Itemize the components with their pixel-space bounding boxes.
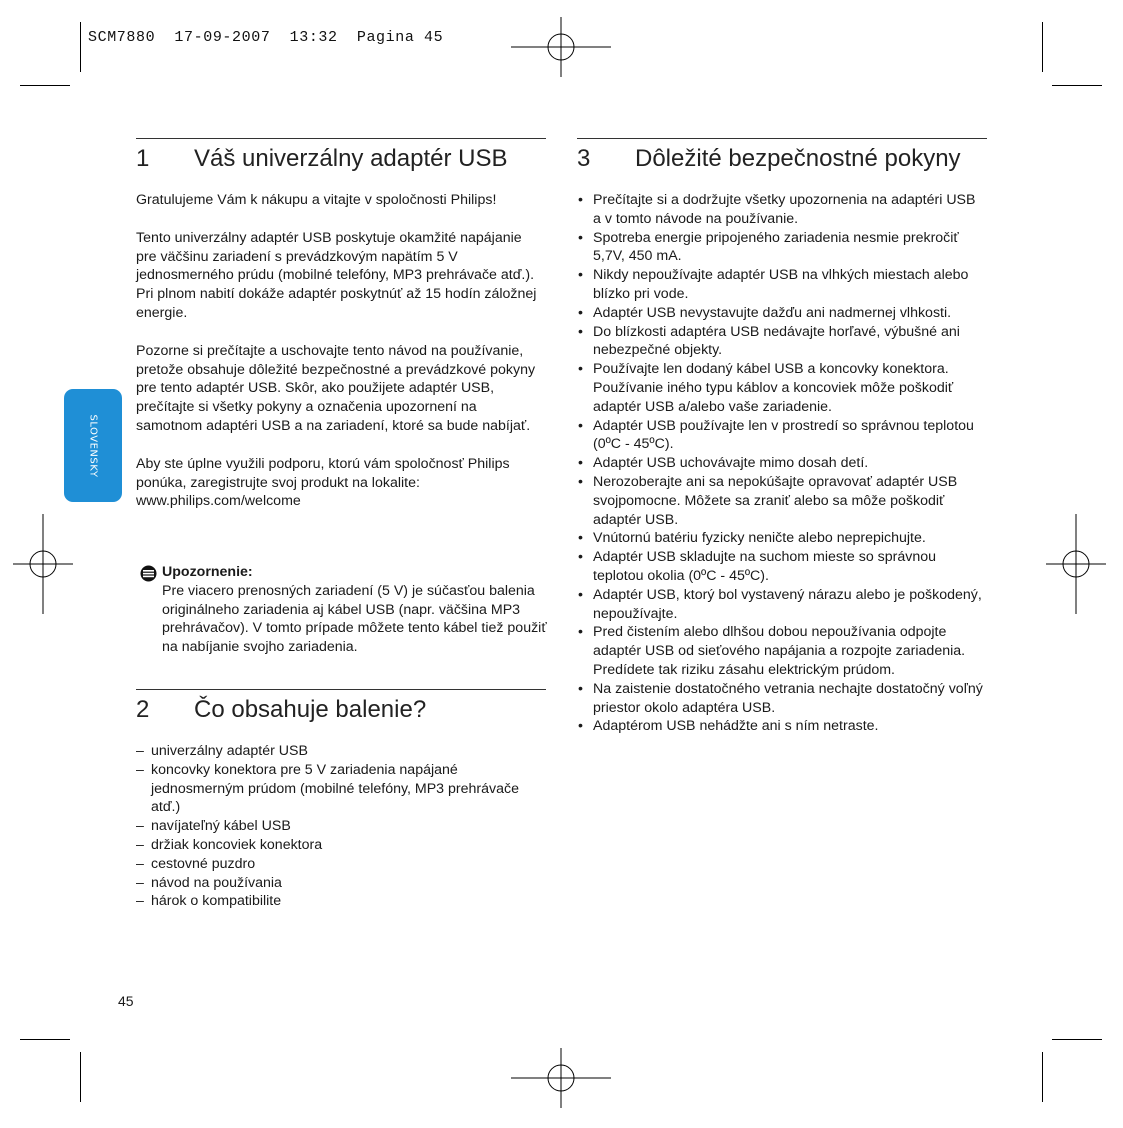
registration-mark-bottom — [511, 1028, 611, 1128]
registration-mark-right — [1026, 514, 1123, 614]
note-icon — [140, 565, 157, 582]
section-heading — [577, 145, 987, 173]
list-item: • Používajte len dodaný kábel USB a koncovky konektora. Používanie iného typu káblov a koncoviek môže poškodiť adaptér USB a/alebo vaše zariadenie. — [577, 360, 987, 416]
paragraph: Tento univerzálny adaptér USB poskytuje okamžité napájanie pre väčšinu zariadení s prevádzkovým napätím 5 V jednosmerného prúdu (mobilné telefóny, MP3 prehrávače atď.). Pri plnom nabití dokáže adaptér poskytnúť až 15 hodín záložnej energie. — [136, 229, 537, 321]
section-title: Čo obsahuje balenie? — [194, 696, 427, 723]
section-1 — [136, 138, 546, 511]
package-contents-list — [136, 742, 546, 911]
language-tab — [64, 389, 122, 502]
list-item: • Adaptér USB skladujte na suchom mieste so správnou teplotou okolia (0ºC - 45ºC). — [577, 548, 987, 586]
section-title: Dôležité bezpečnostné pokyny — [635, 145, 961, 172]
list-item: • Adaptér USB, ktorý bol vystavený nárazu alebo je poškodený, nepoužívajte. — [577, 586, 987, 624]
list-item: – hárok o kompatibilite — [136, 892, 546, 911]
list-item: • Adaptér USB používajte len v prostredí so správnou teplotou (0ºC - 45ºC). — [577, 417, 987, 455]
list-item: • Nikdy nepoužívajte adaptér USB na vlhkých miestach alebo blízko pri vode. — [577, 266, 987, 304]
section-heading — [136, 145, 546, 173]
list-item: – univerzálny adaptér USB — [136, 742, 546, 761]
list-item: – koncovky konektora pre 5 V zariadenia napájané jednosmerným prúdom (mobilné telefóny, MP3 prehrávače atď.) — [136, 761, 546, 817]
list-item: • Prečítajte si a dodržujte všetky upozornenia na adaptéri USB a v tomto návode na používanie. — [577, 191, 987, 229]
crop-mark — [1042, 22, 1043, 72]
section-rule — [577, 138, 987, 139]
registration-mark-left — [0, 514, 93, 614]
list-item: • Adaptér USB uchovávajte mimo dosah detí. — [577, 454, 987, 473]
crop-mark — [1042, 1052, 1043, 1102]
section-rule — [136, 689, 546, 690]
section-number: 2 — [136, 696, 150, 723]
crop-mark — [80, 1052, 81, 1102]
paragraph: Aby ste úplne využili podporu, ktorú vám spoločnosť Philips ponúka, zaregistrujte svoj produkt na lokalite: www.philips.com/welcome — [136, 455, 510, 510]
crop-mark — [1052, 1039, 1102, 1040]
list-item: • Spotreba energie pripojeného zariadenia nesmie prekročiť 5,7V, 450 mA. — [577, 229, 987, 267]
safety-instructions-list — [577, 191, 987, 736]
list-item: • Adaptérom USB nehádžte ani s ním netraste. — [577, 717, 987, 736]
list-item: – držiak koncoviek konektora — [136, 836, 546, 855]
section-3 — [577, 138, 987, 736]
section-title: Váš univerzálny adaptér USB — [194, 145, 508, 172]
section-number: 1 — [136, 145, 150, 172]
section-heading — [136, 696, 546, 724]
crop-mark — [80, 22, 81, 72]
note-box — [140, 563, 550, 657]
section-number: 3 — [577, 145, 591, 172]
list-item: • Pred čistením alebo dlhšou dobou nepoužívania odpojte adaptér USB od sieťového napájania a rozpojte zariadenia. Predídete tak riziku zásahu elektrickým prúdom. — [577, 623, 987, 679]
crop-mark — [1052, 85, 1102, 86]
registration-mark-top — [511, 0, 611, 97]
crop-mark — [20, 1039, 70, 1040]
section-rule — [136, 138, 546, 139]
print-header: SCM7880 17-09-2007 13:32 Pagina 45 — [88, 29, 444, 46]
list-item: • Adaptér USB nevystavujte dažďu ani nadmernej vlhkosti. — [577, 304, 987, 323]
paragraph: Gratulujeme Vám k nákupu a vitajte v spoločnosti Philips! — [136, 192, 497, 208]
list-item: • Vnútornú batériu fyzicky neničte alebo neprepichujte. — [577, 529, 987, 548]
list-item: • Na zaistenie dostatočného vetrania nechajte dostatočný voľný priestor okolo adaptéra USB. — [577, 680, 987, 718]
list-item: – cestovné puzdro — [136, 855, 546, 874]
note-content — [162, 563, 550, 657]
note-title: Upozornenie: — [162, 564, 253, 580]
paragraph: Pozorne si prečítajte a uschovajte tento návod na používanie, pretože obsahuje dôležité bezpečnostné a prevádzkové pokyny pre tento adaptér USB. Skôr, ako použijete adaptér USB, prečítajte si všetky pokyny a označenia upozornení na samotnom adaptéri USB a na zariadení, ktoré sa bude nabíjať. — [136, 342, 536, 434]
list-item: • Do blízkosti adaptéra USB nedávajte horľavé, výbušné ani nebezpečné objekty. — [577, 323, 987, 361]
note-text: Pre viacero prenosných zariadení (5 V) je súčasťou balenia originálneho zariadenia aj kábel USB (napr. väčšina MP3 prehrávačov). V tomto prípade môžete tento kábel tiež použiť na nabíjanie svojho zariadenia. — [162, 582, 547, 656]
page-number: 45 — [118, 993, 134, 1009]
list-item: • Nerozoberajte ani sa nepokúšajte opravovať adaptér USB svojpomocne. Môžete sa zraniť alebo sa môže poškodiť adaptér USB. — [577, 473, 987, 529]
list-item: – návod na používania — [136, 874, 546, 893]
language-tab-label: SLOVENSKY — [87, 413, 99, 478]
list-item: – navíjateľný kábel USB — [136, 817, 546, 836]
crop-mark — [20, 85, 70, 86]
section-2 — [136, 689, 546, 911]
